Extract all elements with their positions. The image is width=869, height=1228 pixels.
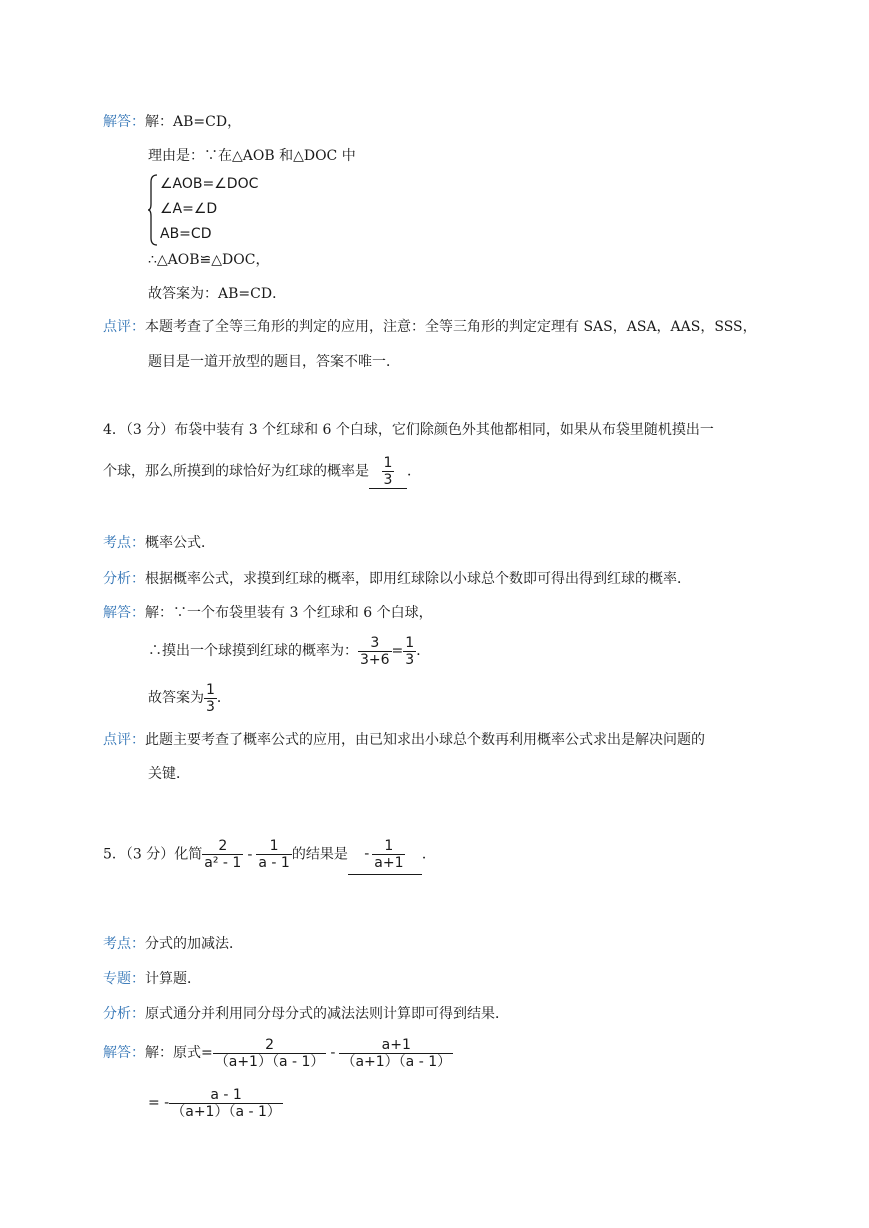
q4-analysis-line [103,570,691,588]
fraction-numerator: a+1 [381,1036,411,1053]
fraction-denominator: a+1 [374,854,404,871]
solution-prefix: 解：原式= [145,1045,213,1061]
answer-text: 解：∵一个布袋里装有 3 个红球和 6 个白球， [145,605,433,621]
system-line-2: ∠A=∠D [160,201,218,217]
q4-stem-line-1: 4．（3 分）布袋中装有 3 个红球和 6 个白球，它们除颜色外其他都相同，如果从布袋里随机摸出一 [103,422,714,438]
solution-fraction-1 [213,1037,327,1070]
answer-label: 解答： [103,605,145,621]
q4-comment-line-2: 关键． [148,766,190,782]
q5-stem-fraction-1 [202,838,243,871]
system-line-3: AB=CD [160,226,212,242]
answer-text: 解：AB=CD， [145,114,242,130]
topic-label: 考点： [103,535,145,551]
subject-label: 专题： [103,971,145,987]
fraction-denominator: 3 [405,651,415,668]
topic-text: 分式的加减法． [145,936,243,952]
answer-label: 解答： [103,114,145,130]
comment-label: 点评： [103,319,145,335]
equals-sign: = [391,643,404,659]
q3-comment-line-2: 题目是一道开放型的题目，答案不唯一． [148,354,400,370]
q4-stem-line-2 [103,454,421,488]
step-fraction-1 [358,635,392,668]
q5-topic-line [103,935,243,953]
period: ． [407,463,421,480]
fraction-numerator: a - 1 [210,1086,242,1103]
fraction-denominator: 3+6 [360,651,390,668]
q5-analysis-line [103,1005,509,1023]
q5-answer-blank [348,834,422,875]
q3-reason: 理由是：∵在△AOB 和△DOC 中 [148,148,356,164]
q4-comment-line-1 [103,731,705,749]
minus-sign: - [247,846,253,863]
q5-stem-prefix: 5．（3 分）化简 [103,846,203,863]
fraction-numerator: 1 [269,838,279,854]
step-text: ∴摸出一个球摸到红球的概率为： [148,643,358,659]
fraction-denominator: 3 [383,471,393,488]
q3-answer-line [103,113,241,131]
analysis-text: 根据概率公式，求摸到红球的概率，即用红球除以小球总个数即可得出得到红球的概率． [145,571,691,587]
q3-comment-line-1 [103,318,757,336]
subject-text: 计算题． [145,971,201,987]
analysis-text: 原式通分并利用同分母分式的减法法则计算即可得到结果． [145,1006,509,1022]
period: ． [421,846,436,863]
q5-solution-line-1 [103,1033,453,1073]
topic-text: 概率公式． [145,535,215,551]
solution-fraction-3 [169,1087,283,1120]
minus-sign: - [330,1045,336,1061]
answer-sign: - [364,846,370,862]
q5-stem-mid: 的结果是 [291,846,348,863]
final-text: 故答案为 [148,690,204,706]
solution-step-prefix: = - [148,1095,170,1111]
fraction-denominator: （a+1）（a - 1） [341,1053,452,1070]
q4-answer-line [103,604,433,622]
fraction-numerator: 1 [206,681,215,698]
fraction-numerator: 1 [405,634,415,651]
fraction-denominator: a - 1 [258,855,290,871]
q5-solution-line-2 [148,1083,283,1123]
analysis-label: 分析： [103,571,145,587]
fraction-denominator: （a+1）（a - 1） [214,1053,325,1070]
final-fraction [204,682,217,715]
fraction-numerator: 2 [218,838,228,854]
q4-stem-text: 个球，那么所摸到的球恰好为红球的概率是 [103,463,369,480]
fraction-numerator: 1 [383,454,393,471]
fraction-denominator: （a+1）（a - 1） [171,1103,281,1120]
step-fraction-2 [403,635,416,668]
fraction-denominator: a² - 1 [204,855,242,871]
q4-final-line: 故答案为 $\frac{1}{3}$ ． [148,681,231,715]
analysis-label: 分析： [103,1006,145,1022]
q4-topic-line [103,534,215,552]
fraction-numerator: 3 [370,634,380,651]
q4-step-line: ∴摸出一个球摸到红球的概率为： $\frac{3}{3+6}$ = $\frac{1}{3}$ ． [148,634,431,668]
fraction-numerator: 2 [265,1036,275,1053]
topic-label: 考点： [103,936,145,952]
fraction-numerator: 1 [384,837,394,854]
q5-stem [103,834,436,874]
q5-subject-line [103,970,201,988]
q3-conclusion: ∴△AOB≌△DOC， [148,252,270,268]
q5-stem-fraction-2 [256,838,291,871]
q3-final-answer: 故答案为：AB=CD． [148,286,287,302]
system-brace [148,174,158,246]
q5-answer-fraction [372,838,405,871]
comment-label: 点评： [103,732,145,748]
q4-answer-fraction [382,455,395,488]
comment-text: 此题主要考查了概率公式的应用，由已知求出小球总个数再利用概率公式求出是解决问题的 [145,732,705,748]
answer-label: 解答： [103,1045,145,1061]
comment-text: 本题考查了全等三角形的判定的应用，注意：全等三角形的判定定理有 SAS，ASA，AAS，SSS， [145,319,757,335]
q4-answer-blank [369,454,407,489]
fraction-denominator: 3 [206,698,215,715]
system-line-1: ∠AOB=∠DOC [160,176,259,192]
solution-fraction-2 [339,1037,453,1070]
